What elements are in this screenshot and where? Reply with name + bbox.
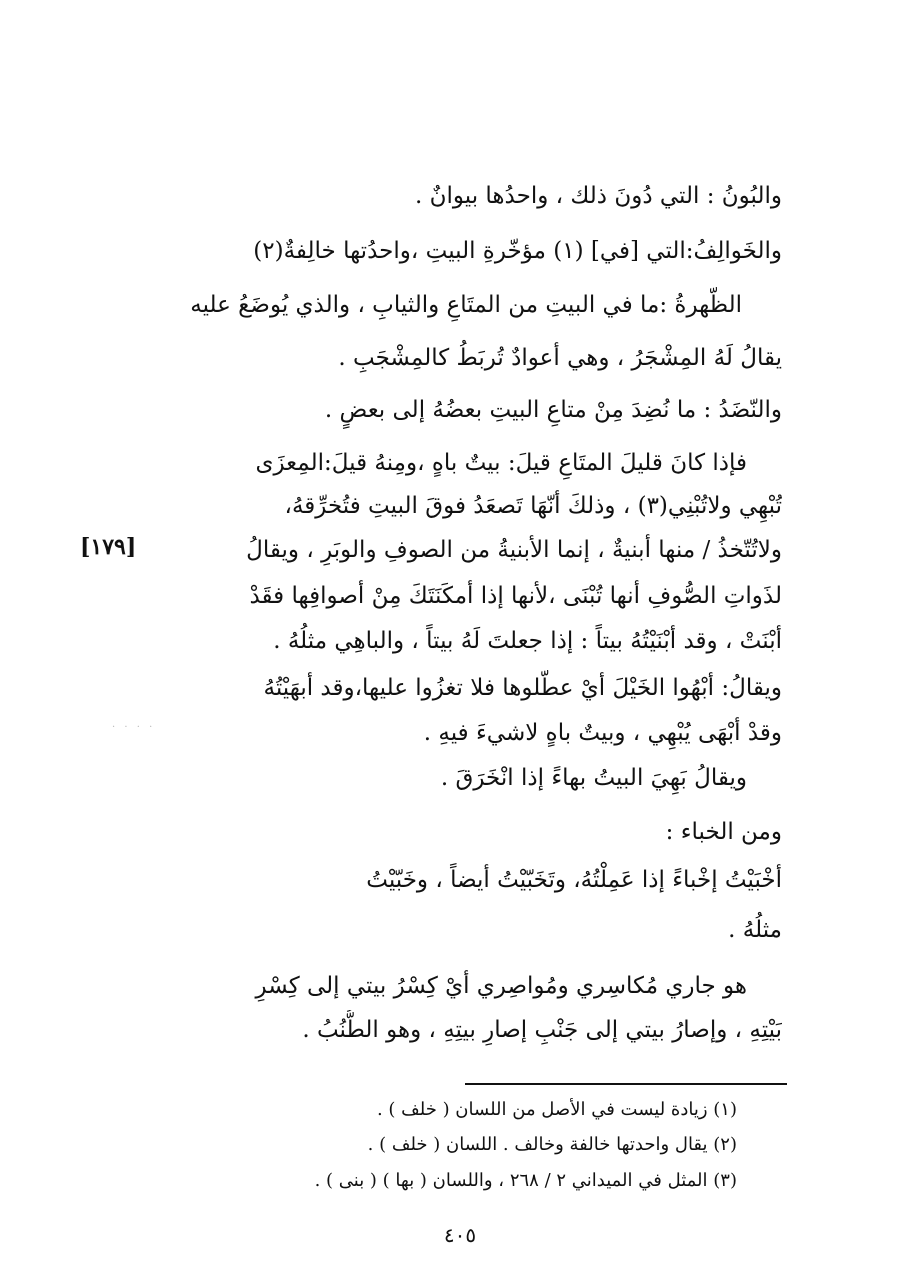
text-line-11: ويقالُ: أبْهُوا الخَيْلَ أيْ عطّلوها فلا تغزُوا عليها،وقد أبهَيْتُهُ: [263, 675, 782, 701]
text-line-15: أخْبَيْتُ إخْباءً إذا عَمِلْتُهُ، وتَخَبّيْتُ أيضاً ، وخَبّيْتُ: [366, 867, 782, 893]
text-line-2: والخَوالِفُ:التي [في] (١) مؤخّرةِ البيتِ ،واحدُتها خالِفةٌ(٢): [253, 238, 782, 264]
page-number: ٤٠٥: [443, 1223, 477, 1247]
text-line-13: ويقالُ بَهِيَ البيتُ بهاءً إذا انْخَرَقَ .: [440, 765, 747, 791]
text-line-14: ومن الخباء :: [665, 819, 782, 845]
text-line-5: والنّضَدُ : ما نُضِدَ مِنْ متاعِ البيتِ بعضُهُ إلى بعضٍ .: [324, 397, 782, 423]
text-line-10: أبْنَتْ ، وقد أبْنَيْتُهُ بيتاً : إذا جعلتَ لَهُ بيتاً ، والباهِي مثلُهُ .: [273, 628, 782, 654]
footnote-separator: [465, 1083, 787, 1085]
text-line-7: تُبْهِي ولاتُبْنِي(٣) ، وذلكَ أنّهَا تَصعَدُ فوقَ البيتِ فتُخرِّقهُ،: [284, 493, 782, 519]
text-line-8: ولاتُتّخذُ / منها أبنيةٌ ، إنما الأبنيةُ من الصوفِ والوبَرِ ، ويقالُ: [246, 537, 782, 563]
footnote-2: (٢) يقال واحدتها خالفة وخالف . اللسان ( خلف ) .: [367, 1134, 737, 1155]
footnote-1: (١) زيادة ليست في الأصل من اللسان ( خلف ) .: [376, 1099, 737, 1120]
text-line-16: مثلُهُ .: [728, 917, 782, 943]
margin-page-reference: [١٧٩]: [80, 534, 137, 560]
text-line-18: بَيْتِهِ ، وإصارُ بيتي إلى جَنْبِ إصارِ بيتِهِ ، وهو الطُّنُبُ .: [302, 1017, 782, 1043]
text-line-17: هو جاري مُكاسِري ومُواصِري أيْ كِسْرُ بيتي إلى كِسْرِ: [255, 973, 747, 999]
text-line-3: الظّهرةُ :ما في البيتِ من المتَاعِ والثيابِ ، والذي يُوضَعُ عليه: [190, 292, 742, 318]
text-line-4: يقالُ لَهُ المِشْجَرُ ، وهي أعوادٌ تُربَطُ كالمِشْجَبِ .: [338, 345, 782, 371]
text-line-9: لذَواتِ الصُّوفِ أنها تُبْنَى ،لأنها إذا أمكَنَتَكَ مِنْ أصوافِها فقَدْ: [249, 583, 782, 609]
footnote-3: (٣) المثل في الميداني ٢ / ٢٦٨ ، واللسان ( بها ) ( بنى ) .: [314, 1170, 737, 1191]
text-line-12: وقدْ أبْهَى يُبْهِي ، وبيتٌ باهٍ لاشيءَ فيهِ .: [423, 720, 782, 746]
text-line-6: فإذا كانَ قليلَ المتَاعِ قيلَ: بيتٌ باهٍ ،ومِنهُ قيلَ:المِعزَى: [255, 450, 747, 476]
scan-speckle: · · · ·: [112, 722, 156, 733]
text-line-1: والبُونُ : التي دُونَ ذلك ، واحدُها بيوانٌ .: [414, 183, 782, 209]
